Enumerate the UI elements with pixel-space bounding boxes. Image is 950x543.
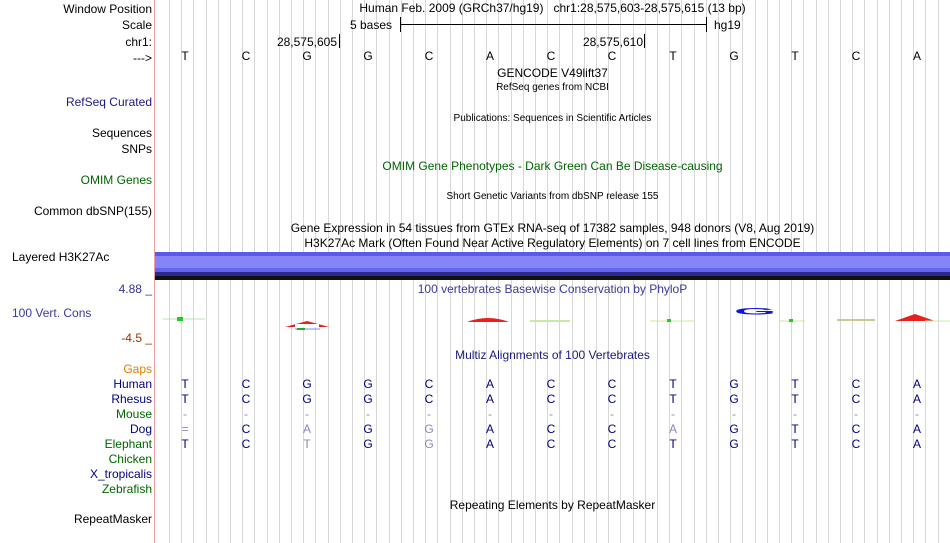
species-label-mouse[interactable]: Mouse (115, 407, 152, 421)
repeatmasker-track-title: Repeating Elements by RepeatMasker (449, 498, 656, 512)
alignment-base: G (302, 377, 312, 391)
gtex-track-title: Gene Expression in 54 tissues from GTEx RNA-seq of 17382 samples, 948 donors (V8, Aug 2019) (290, 221, 815, 235)
alignment-base: A (302, 422, 311, 436)
alignment-base: G (729, 422, 739, 436)
alignment-base: - (915, 407, 919, 421)
alignment-base: G (729, 392, 739, 406)
track-area[interactable] (155, 0, 950, 543)
phylop-glyph-gap (295, 324, 319, 327)
scale-bar-line (400, 24, 706, 25)
omim-track-title: OMIM Gene Phenotypes - Dark Green Can Be Disease-causing (382, 159, 723, 173)
alignment-base: C (241, 422, 251, 436)
alignment-base: A (668, 422, 677, 436)
alignment-base: - (793, 407, 797, 421)
sequences-label[interactable]: Sequences (91, 126, 152, 140)
scale-bar-right-tick (706, 17, 707, 32)
alignment-base: A (485, 422, 494, 436)
alignment-base: C (241, 437, 251, 451)
species-label-x_tropicalis[interactable]: X_tropicalis (89, 467, 152, 481)
base-letter: C (241, 49, 251, 63)
alignment-base: C (851, 422, 861, 436)
alignment-base: C (424, 377, 434, 391)
species-label-human[interactable]: Human (113, 377, 152, 391)
species-label-chicken[interactable]: Chicken (108, 452, 152, 466)
scale-text: 5 bases (350, 18, 393, 32)
vert-cons-label[interactable]: 100 Vert. Cons (12, 306, 92, 320)
alignment-base: T (669, 377, 677, 391)
alignment-base: G (363, 437, 373, 451)
base-letter: T (181, 49, 189, 63)
phylop-a-glyph (467, 318, 509, 322)
alignment-base: - (183, 407, 187, 421)
chrom-label[interactable]: chr1: (125, 35, 152, 49)
species-label-elephant[interactable]: Elephant (104, 437, 152, 451)
alignment-base: A (485, 377, 494, 391)
multiz-track-title: Multiz Alignments of 100 Vertebrates (455, 348, 650, 362)
alignment-base: C (424, 392, 434, 406)
alignment-base: - (549, 407, 553, 421)
base-letter: G (729, 49, 739, 63)
alignment-base: G (729, 377, 739, 391)
alignment-base: T (791, 422, 799, 436)
alignment-base: T (303, 437, 311, 451)
refseq-curated-label[interactable]: RefSeq Curated (65, 95, 152, 109)
alignment-base: A (912, 422, 921, 436)
window-position-label[interactable]: Window Position (63, 2, 152, 16)
track-labels-column (0, 0, 154, 543)
alignment-base: T (791, 392, 799, 406)
strand-label[interactable]: ---> (133, 51, 152, 65)
base-letter: C (546, 49, 556, 63)
h3k27ac-band (155, 276, 950, 280)
alignment-base: - (366, 407, 370, 421)
alignment-base: - (732, 407, 736, 421)
alignment-base: C (607, 377, 617, 391)
alignment-base: T (791, 437, 799, 451)
base-letter: A (485, 49, 494, 63)
alignment-base: - (610, 407, 614, 421)
refseq-track-title: RefSeq genes from NCBI (496, 82, 609, 93)
phylop-bar (667, 319, 671, 322)
alignment-base: C (546, 377, 556, 391)
base-letter: G (302, 49, 312, 63)
alignment-base: A (912, 392, 921, 406)
alignment-base: T (669, 437, 677, 451)
alignment-base: C (546, 392, 556, 406)
alignment-base: C (607, 422, 617, 436)
alignment-base: T (181, 377, 189, 391)
alignment-base: C (851, 437, 861, 451)
phylop-min-label: -4.5 _ (121, 331, 152, 345)
alignment-base: G (363, 422, 373, 436)
alignment-base: C (241, 377, 251, 391)
position-text: chr1:28,575,603-28,575,615 (13 bp) (553, 1, 746, 15)
alignment-base: G (363, 392, 373, 406)
position-tick-label: 28,575,610 (582, 35, 643, 49)
alignment-base: - (854, 407, 858, 421)
db-text: hg19 (714, 18, 741, 32)
alignment-base: T (181, 437, 189, 451)
alignment-base: - (244, 407, 248, 421)
base-letter: C (607, 49, 617, 63)
phylop-bar (789, 319, 793, 322)
h3k27ac-signal[interactable] (155, 252, 950, 280)
alignment-base: - (427, 407, 431, 421)
common-dbsnp-label[interactable]: Common dbSNP(155) (33, 204, 152, 218)
alignment-base: A (485, 437, 494, 451)
snps-label[interactable]: SNPs (121, 142, 152, 156)
assembly-text: Human Feb. 2009 (GRCh37/hg19) (359, 1, 544, 15)
alignment-base: - (671, 407, 675, 421)
alignment-base: A (912, 377, 921, 391)
alignment-base: C (546, 422, 556, 436)
phylop-track-title: 100 vertebrates Basewise Conservation by PhyloP (417, 282, 688, 296)
scale-label[interactable]: Scale (121, 18, 152, 32)
phylop-logo[interactable] (155, 296, 950, 336)
alignment-base: C (241, 392, 251, 406)
position-tick-label: 28,575,605 (276, 35, 337, 49)
alignment-base: C (607, 437, 617, 451)
alignment-base: T (791, 377, 799, 391)
base-letter: C (851, 49, 861, 63)
publications-track-title: Publications: Sequences in Scientific Articles (453, 113, 652, 124)
phylop-a-glyph (895, 314, 935, 321)
omim-genes-label[interactable]: OMIM Genes (80, 173, 152, 187)
base-letter: G (363, 49, 373, 63)
phylop-g-glyph: G (734, 306, 776, 317)
alignment-base: C (607, 392, 617, 406)
position-header (155, 1, 950, 15)
alignment-base: G (424, 422, 434, 436)
position-tick (644, 34, 645, 48)
phylop-max-label: 4.88 _ (118, 282, 152, 296)
alignment-base: G (424, 437, 434, 451)
h3k27ac-track-title: H3K27Ac Mark (Often Found Near Active Regulatory Elements) on 7 cell lines from ENCODE (304, 236, 801, 250)
alignment-base: G (729, 437, 739, 451)
layered-h3k27ac-label[interactable]: Layered H3K27Ac (12, 250, 110, 264)
alignment-base: C (546, 437, 556, 451)
alignment-base: = (181, 422, 189, 436)
base-letter: C (424, 49, 434, 63)
alignment-base: C (851, 392, 861, 406)
species-label-rhesus[interactable]: Rhesus (111, 392, 152, 406)
base-letter: T (791, 49, 799, 63)
repeatmasker-label[interactable]: RepeatMasker (73, 512, 152, 526)
alignment-base: A (485, 392, 494, 406)
alignment-base: G (363, 377, 373, 391)
position-tick (339, 34, 340, 48)
h3k27ac-band (155, 256, 950, 268)
gaps-label[interactable]: Gaps (123, 362, 152, 376)
alignment-base: T (181, 392, 189, 406)
alignment-base: - (488, 407, 492, 421)
alignment-base: T (669, 392, 677, 406)
alignment-base: C (851, 377, 861, 391)
phylop-bar (177, 317, 183, 321)
base-letter: A (912, 49, 921, 63)
species-label-dog[interactable]: Dog (129, 422, 152, 436)
alignment-base: G (302, 392, 312, 406)
alignment-base: A (912, 437, 921, 451)
species-label-zebrafish[interactable]: Zebrafish (101, 482, 152, 496)
base-letter: T (669, 49, 677, 63)
alignment-base: - (305, 407, 309, 421)
dbsnp-track-title: Short Genetic Variants from dbSNP release 155 (446, 191, 659, 202)
gencode-track-title: GENCODE V49lift37 (497, 66, 608, 80)
